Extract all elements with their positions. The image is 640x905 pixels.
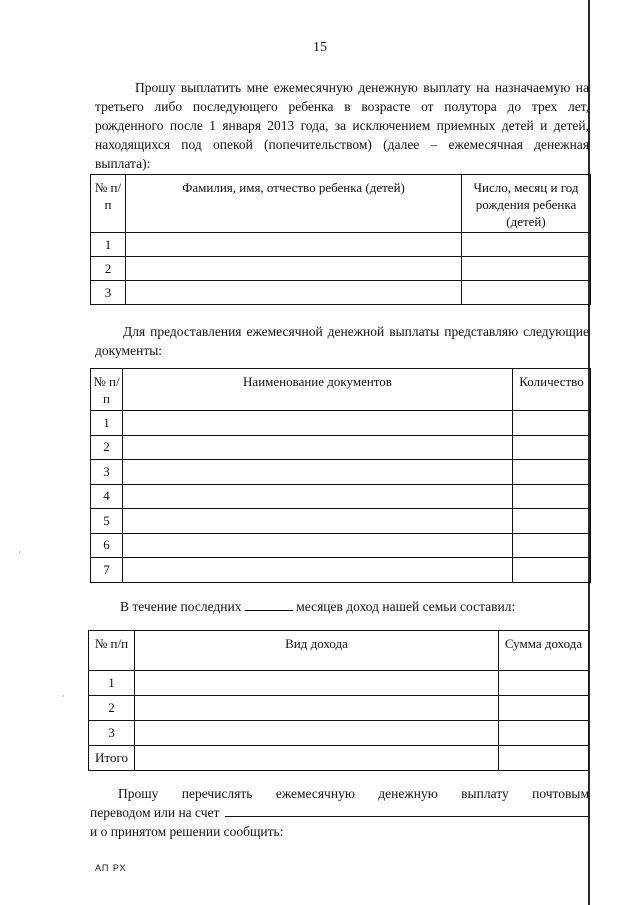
row-number: 2 xyxy=(91,435,123,460)
income-text-before: В течение последних xyxy=(120,599,242,614)
document-quantity-cell[interactable] xyxy=(513,411,591,436)
transfer-line-3: и о принятом решении сообщить: xyxy=(90,824,284,839)
document-name-cell[interactable] xyxy=(123,558,513,583)
row-number: 4 xyxy=(91,484,123,509)
documents-col-quantity: Количество xyxy=(513,369,591,411)
children-col-number: № п/п xyxy=(91,175,126,233)
table-row xyxy=(91,281,591,305)
document-name-cell[interactable] xyxy=(123,509,513,534)
page-number: 15 xyxy=(313,40,327,55)
table-row xyxy=(91,509,591,534)
document-name-cell[interactable] xyxy=(123,484,513,509)
documents-col-name: Наименование документов xyxy=(123,369,513,411)
income-type-cell[interactable] xyxy=(135,696,499,721)
document-quantity-cell[interactable] xyxy=(513,435,591,460)
income-table-header xyxy=(89,631,589,671)
intro-line-3: рожденного после 1 января 2013 года, за исключением приемных детей и детей, xyxy=(95,118,589,133)
row-number: 3 xyxy=(91,460,123,485)
row-number: 5 xyxy=(91,509,123,534)
transfer-line-2: переводом или на счет xyxy=(90,805,220,820)
income-text-after: месяцев доход нашей семьи составил: xyxy=(296,599,516,614)
child-name-cell[interactable] xyxy=(126,281,462,305)
row-number: 3 xyxy=(89,721,135,746)
table-row xyxy=(89,671,589,696)
income-amount-cell[interactable] xyxy=(499,671,589,696)
document-quantity-cell[interactable] xyxy=(513,484,591,509)
income-type-cell[interactable] xyxy=(135,721,499,746)
documents-col-number: № п/п xyxy=(91,369,123,411)
income-type-cell[interactable] xyxy=(135,671,499,696)
account-blank-field[interactable] xyxy=(225,804,589,817)
income-col-amount: Сумма дохода xyxy=(499,631,589,671)
documents-table xyxy=(90,368,591,583)
total-row xyxy=(89,746,589,771)
table-row xyxy=(91,233,591,257)
income-col-number: № п/п xyxy=(89,631,135,671)
table-row xyxy=(91,533,591,558)
intro-line-2: третьего либо последующего ребенка в возрасте от полутора до трех лет, xyxy=(95,99,589,114)
document-name-cell[interactable] xyxy=(123,533,513,558)
document-quantity-cell[interactable] xyxy=(513,533,591,558)
table-row xyxy=(91,411,591,436)
total-type-cell[interactable] xyxy=(135,746,499,771)
table-row xyxy=(89,721,589,746)
income-table xyxy=(88,630,589,771)
children-table xyxy=(90,174,591,305)
documents-table-header xyxy=(91,369,591,411)
document-quantity-cell[interactable] xyxy=(513,558,591,583)
document-quantity-cell[interactable] xyxy=(513,460,591,485)
table-row xyxy=(91,435,591,460)
income-paragraph xyxy=(120,597,590,616)
row-number: 2 xyxy=(89,696,135,721)
total-label: Итого xyxy=(89,746,135,771)
child-birthdate-cell[interactable] xyxy=(462,257,591,281)
children-col-name: Фамилия, имя, отчество ребенка (детей) xyxy=(126,175,462,233)
document-quantity-cell[interactable] xyxy=(513,509,591,534)
table-row xyxy=(91,484,591,509)
margin-dot: · xyxy=(62,692,65,701)
child-birthdate-cell[interactable] xyxy=(462,281,591,305)
row-number: 1 xyxy=(89,671,135,696)
footer-code: АП РХ xyxy=(95,863,127,873)
table-row xyxy=(91,558,591,583)
document-name-cell[interactable] xyxy=(123,411,513,436)
child-name-cell[interactable] xyxy=(126,257,462,281)
income-col-type: Вид дохода xyxy=(135,631,499,671)
documents-line-2: документы: xyxy=(95,343,163,358)
intro-line-5: выплата): xyxy=(95,156,151,171)
intro-line-1: Прошу выплатить мне ежемесячную денежную выплату на назначаемую на xyxy=(135,80,589,95)
documents-line-1: Для предоставления ежемесячной денежной выплаты представляю следующие xyxy=(123,324,589,339)
transfer-paragraph xyxy=(90,784,589,841)
document-name-cell[interactable] xyxy=(123,435,513,460)
total-amount-cell[interactable] xyxy=(499,746,589,771)
row-number: 1 xyxy=(91,411,123,436)
intro-line-4: находящихся под опекой (попечительством) (далее – ежемесячная денежная xyxy=(95,137,589,152)
table-row xyxy=(91,257,591,281)
income-amount-cell[interactable] xyxy=(499,721,589,746)
row-number: 7 xyxy=(91,558,123,583)
row-number: 6 xyxy=(91,533,123,558)
row-number: 2 xyxy=(91,257,126,281)
income-amount-cell[interactable] xyxy=(499,696,589,721)
document-name-cell[interactable] xyxy=(123,460,513,485)
child-name-cell[interactable] xyxy=(126,233,462,257)
margin-dot: · xyxy=(18,548,21,557)
row-number: 1 xyxy=(91,233,126,257)
documents-paragraph xyxy=(95,322,589,360)
intro-paragraph xyxy=(95,78,589,173)
children-table-header xyxy=(91,175,591,233)
months-blank-field[interactable] xyxy=(245,598,293,611)
table-row xyxy=(89,696,589,721)
row-number: 3 xyxy=(91,281,126,305)
children-col-birthdate: Число, месяц и год рождения ребенка (детей) xyxy=(462,175,591,233)
transfer-line-1: Прошу перечислять ежемесячную денежную выплату почтовым xyxy=(118,786,589,801)
child-birthdate-cell[interactable] xyxy=(462,233,591,257)
table-row xyxy=(91,460,591,485)
